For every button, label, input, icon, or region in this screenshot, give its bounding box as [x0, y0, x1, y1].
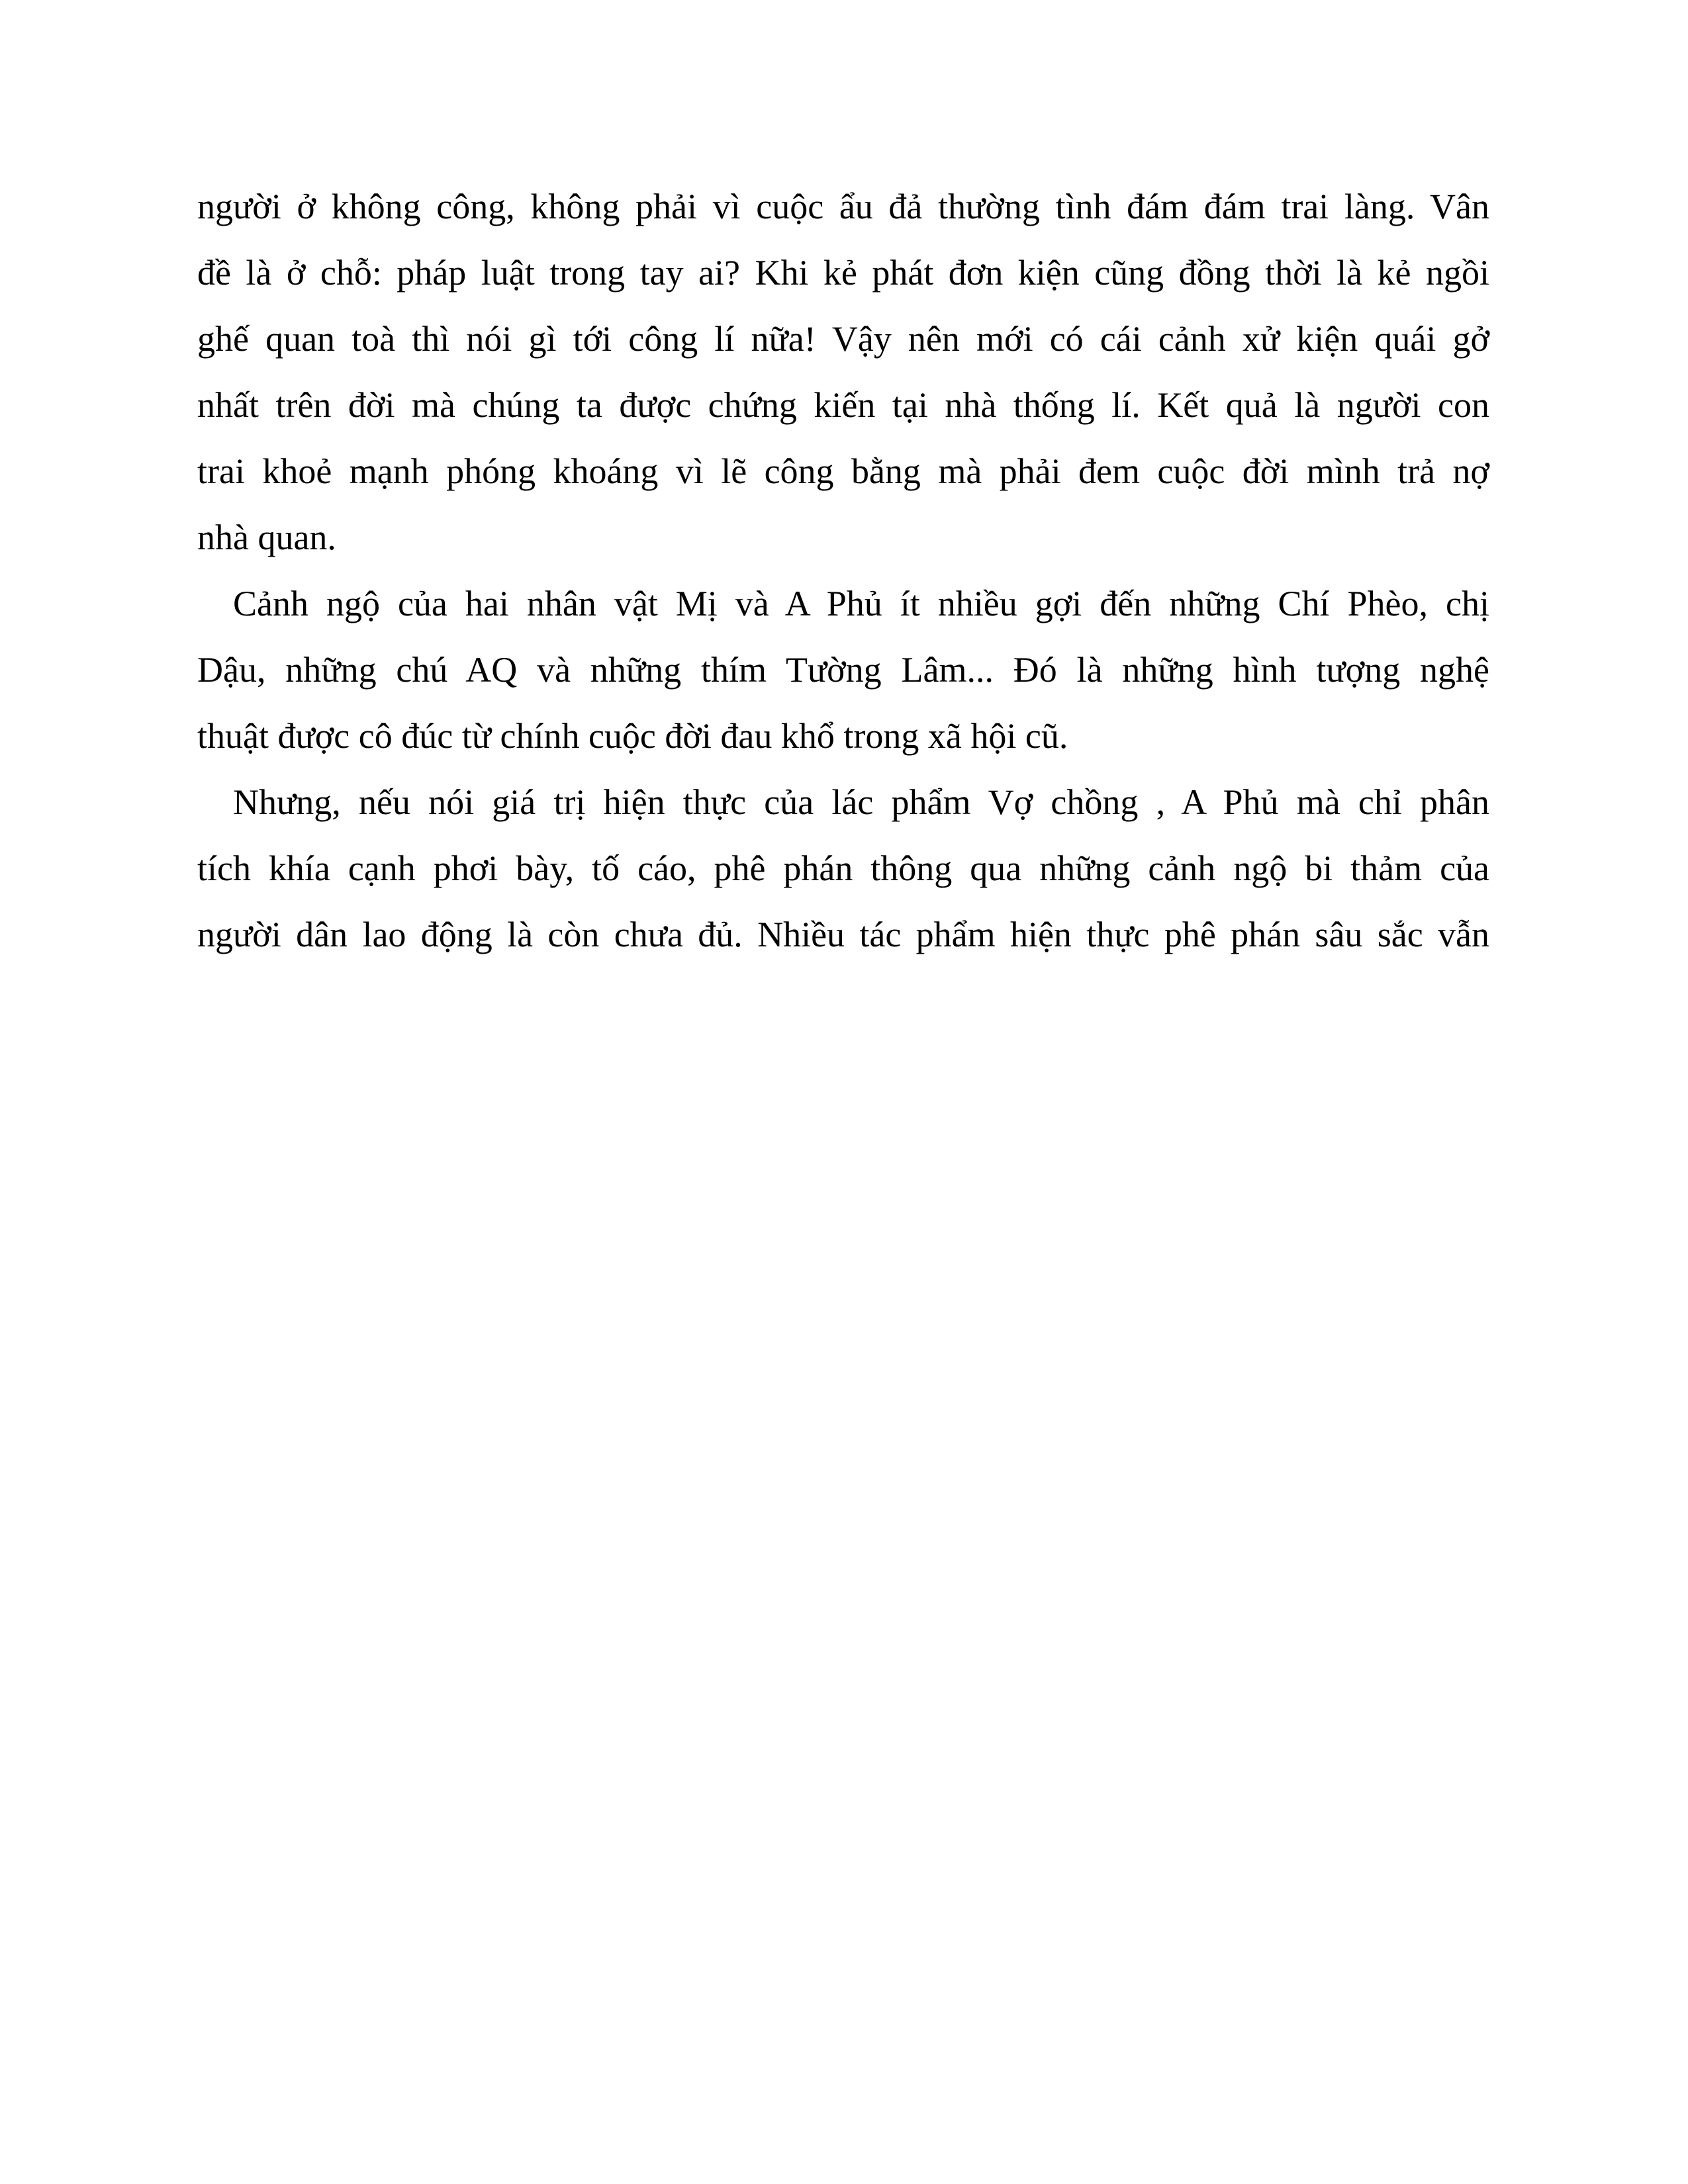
text-line: người ở không công, không phải vì cuộc ẩu đả thường tình đám đám trai làng. Vân: [197, 187, 1489, 226]
paragraph-1: [197, 173, 1489, 570]
text-line: Cảnh ngộ của hai nhân vật Mị và A Phủ ít nhiều gợi đến những Chí Phèo, chị: [233, 584, 1489, 623]
text-line: nhà quan.: [197, 518, 336, 557]
text-line: người dân lao động là còn chưa đủ. Nhiều tác phẩm hiện thực phê phán sâu sắc vẫn: [197, 915, 1489, 954]
text-line: tích khía cạnh phơi bày, tố cáo, phê phán thông qua những cảnh ngộ bi thảm của: [197, 848, 1489, 888]
paragraph-2: [197, 570, 1489, 769]
paragraph-3: [197, 769, 1489, 968]
text-line: Nhưng, nếu nói giá trị hiện thực của lác phẩm Vợ chồng , A Phủ mà chỉ phân: [233, 782, 1489, 822]
text-line: trai khoẻ mạnh phóng khoáng vì lẽ công bằng mà phải đem cuộc đời mình trả nợ: [197, 451, 1489, 491]
body-text: [197, 173, 1489, 968]
text-line: đề là ở chỗ: pháp luật trong tay ai? Khi kẻ phát đơn kiện cũng đồng thời là kẻ ngồi: [197, 253, 1489, 293]
text-line: ghế quan toà thì nói gì tới công lí nữa! Vậy nên mới có cái cảnh xử kiện quái gở: [197, 319, 1489, 359]
text-line: Dậu, những chú AQ và những thím Tường Lâm... Đó là những hình tượng nghệ: [197, 650, 1489, 690]
text-line: nhất trên đời mà chúng ta được chứng kiến tại nhà thống lí. Kết quả là người con: [197, 385, 1489, 425]
text-line: thuật được cô đúc từ chính cuộc đời đau khổ trong xã hội cũ.: [197, 716, 1068, 756]
